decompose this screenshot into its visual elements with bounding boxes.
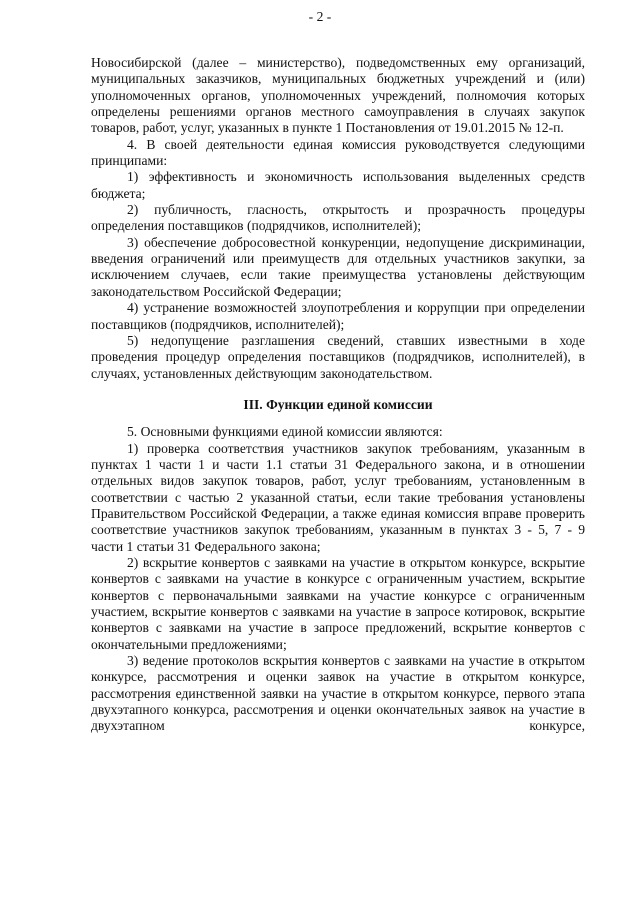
- clause-5-item-1: 1) проверка соответствия участников закупок требованиям, указанным в пунктах 1 части 1 и части 1.1 статьи 31 Федерального закона, и в отношении отдельных видов закупок товаров, работ, услуг требованиям, установленным в соответствии с частью 2 указанной статьи, если такие требования установлены Правительством Российской Федерации, а также единая комиссия вправе проверить соответствие участников закупок требованиям, указанным в пунктах 3 - 5, 7 - 9 части 1 статьи 31 Федерального закона;: [91, 440, 585, 554]
- clause-4-item-1: 1) эффективность и экономичность использования выделенных средств бюджета;: [91, 169, 585, 201]
- page-number: - 2 -: [308, 9, 332, 24]
- clause-5-item-3: 3) ведение протоколов вскрытия конвертов с заявками на участие в открытом конкурсе, рассмотрения и оценки заявок на участие в открытом конкурсе, рассмотрения единственной заявки на участие в открытом конкурсе, первого этапа двухэтапного конкурса, рассмотрения и оценки окончательных заявок на участие в двухэтапном конкурсе,: [91, 653, 585, 734]
- clause-4-item-5: 5) недопущение разглашения сведений, ставших известными в ходе проведения процедур определения поставщиков (подрядчиков, исполнителей), в случаях, установленных действующим законодательством.: [91, 332, 585, 381]
- clause-4-item-2: 2) публичность, гласность, открытость и прозрачность процедуры определения поставщиков (подрядчиков, исполнителей);: [91, 202, 585, 234]
- clause-4-item-3: 3) обеспечение добросовестной конкуренции, недопущение дискриминации, введения ограничений или преимуществ для отдельных участников закупки, за исключением случаев, если такие преимущества установлены действующим законодательством Российской Федерации;: [91, 234, 585, 299]
- intro-continuation-paragraph: Новосибирской (далее – министерство), подведомственных ему организаций, муниципальных заказчиков, муниципальных бюджетных учреждений и (или) уполномоченных органов, уполномоченных учреждений, полномочия которых определены решениями органов местного самоуправления в случаях закупок товаров, работ, услуг, указанных в пункте 1 Постановления от 19.01.2015 № 12-п.: [91, 55, 585, 136]
- clause-5-intro: 5. Основными функциями единой комиссии являются:: [127, 424, 443, 440]
- clause-5-item-2: 2) вскрытие конвертов с заявками на участие в открытом конкурсе, вскрытие конвертов с заявками на участие в конкурсе с ограниченным участием, вскрытие конвертов с первоначальными заявками на участие конкурсе с ограниченным участием, вскрытие конвертов с заявками на участие в запросе котировок, вскрытие конвертов с заявками на участие в запросе предложений, вскрытие конвертов с окончательными предложениями;: [91, 554, 585, 652]
- section-3-heading: III. Функции единой комиссии: [243, 396, 433, 412]
- clause-4-intro: 4. В своей деятельности единая комиссия руководствуется следующими принципами:: [91, 136, 585, 169]
- document-body: [91, 55, 585, 735]
- clause-4-item-4: 4) устранение возможностей злоупотребления и коррупции при определении поставщиков (подрядчиков, исполнителей);: [91, 300, 585, 332]
